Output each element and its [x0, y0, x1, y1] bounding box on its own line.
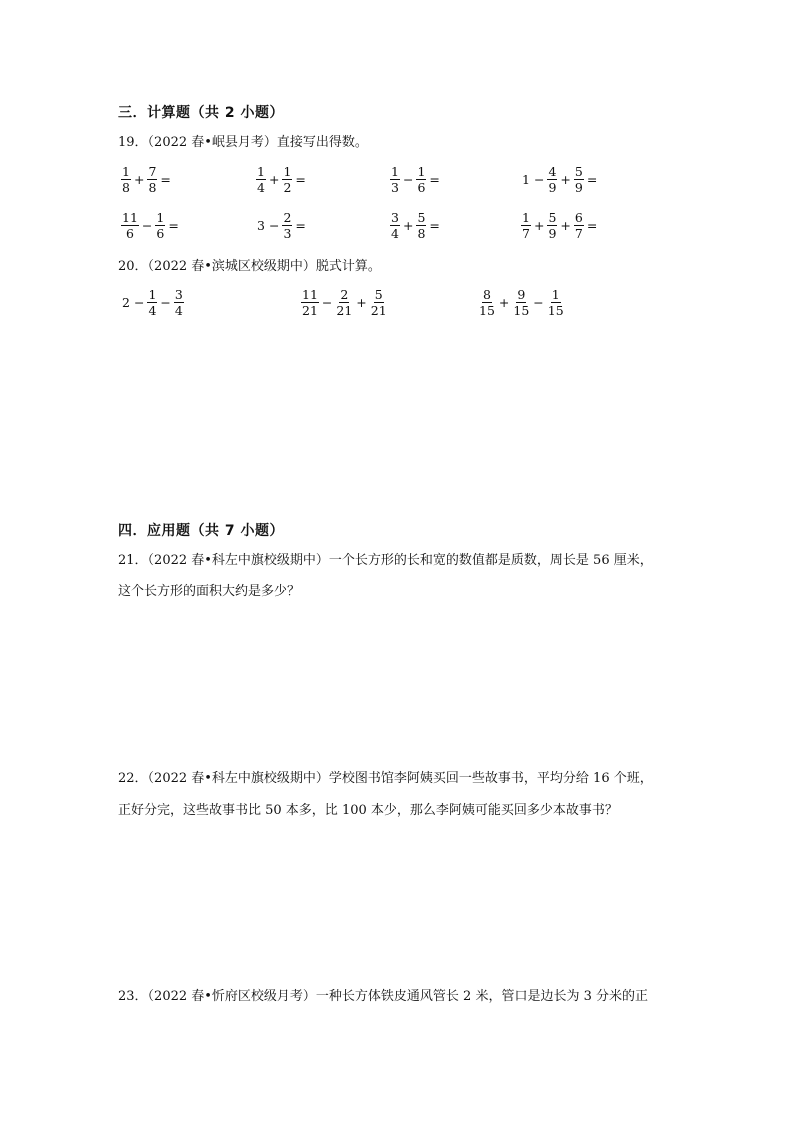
operator: =: [168, 218, 179, 233]
operator: =: [295, 172, 306, 187]
denominator: 21: [302, 303, 318, 318]
q19-expr-1-3: [389, 164, 442, 195]
fraction: [574, 164, 584, 195]
numerator: 1: [122, 164, 130, 179]
denominator: 6: [417, 180, 426, 195]
q20-expr-1: [120, 287, 185, 318]
denominator: 4: [257, 180, 265, 195]
operator: +: [402, 218, 414, 233]
fraction: [574, 210, 584, 241]
numerator: 11: [302, 287, 318, 302]
fraction: [416, 210, 426, 241]
numerator: 1: [156, 210, 165, 225]
fraction: [147, 164, 157, 195]
denominator: 3: [391, 180, 399, 195]
denominator: 7: [574, 226, 583, 241]
section-4-heading: 四．应用题（共 7 小题）: [118, 523, 284, 539]
fraction: [390, 164, 400, 195]
denominator: 6: [156, 226, 165, 241]
fraction: [155, 210, 165, 241]
denominator: 21: [336, 303, 353, 318]
numerator: 1: [551, 287, 560, 302]
fraction: [390, 210, 400, 241]
denominator: 21: [370, 303, 387, 318]
fraction: [121, 210, 139, 241]
whole-number: 1: [522, 172, 530, 187]
numerator: 4: [548, 164, 557, 179]
numerator: 5: [374, 287, 383, 302]
denominator: 8: [417, 226, 426, 241]
fraction: [174, 287, 184, 318]
question-20-intro: 20．（2022 春•滨城区校级期中）脱式计算。: [118, 259, 381, 274]
operator: +: [268, 172, 280, 187]
denominator: 4: [391, 226, 399, 241]
operator: −: [141, 218, 153, 233]
operator: +: [533, 218, 545, 233]
numerator: 5: [417, 210, 426, 225]
denominator: 4: [174, 303, 183, 318]
operator: =: [429, 172, 440, 187]
numerator: 1: [283, 164, 292, 179]
q19-expr-1-1: [120, 164, 173, 195]
operator: −: [160, 295, 171, 310]
fraction: [301, 287, 319, 318]
q19-expr-2-3: [389, 210, 442, 241]
fraction: [521, 210, 531, 241]
denominator: 6: [125, 226, 134, 241]
numerator: 1: [257, 164, 265, 179]
operator: −: [321, 295, 333, 310]
denominator: 15: [547, 303, 564, 318]
numerator: 1: [148, 287, 157, 302]
q19-expr-2-4: [520, 210, 599, 241]
denominator: 3: [283, 226, 292, 241]
whole-number: 2: [122, 295, 130, 310]
question-22-line-1: 22．（2022 春•科左中旗校级期中）学校图书馆李阿姨买回一些故事书，平均分给 16 个班，: [118, 771, 653, 786]
fraction: [547, 287, 565, 318]
numerator: 1: [522, 210, 530, 225]
fraction: [370, 287, 388, 318]
fraction: [335, 287, 353, 318]
numerator: 3: [391, 210, 399, 225]
q19-expr-1-2: [255, 164, 308, 195]
operator: +: [133, 172, 145, 187]
operator: +: [498, 295, 510, 310]
q20-expr-3: [477, 287, 566, 318]
denominator: 9: [574, 180, 583, 195]
denominator: 7: [522, 226, 530, 241]
denominator: 9: [548, 226, 557, 241]
fraction: [512, 287, 530, 318]
question-22-line-2: 正好分完，这些故事书比 50 本多，比 100 本少，那么李阿姨可能买回多少本故事书？: [118, 803, 618, 818]
operator: −: [268, 218, 280, 233]
numerator: 8: [482, 287, 491, 302]
numerator: 5: [548, 210, 557, 225]
numerator: 2: [283, 210, 292, 225]
fraction: [282, 164, 292, 195]
denominator: 9: [548, 180, 557, 195]
operator: =: [429, 218, 440, 233]
fraction: [256, 164, 266, 195]
fraction: [121, 164, 131, 195]
whole-number: 3: [257, 218, 265, 233]
denominator: 8: [148, 180, 157, 195]
numerator: 11: [122, 210, 138, 225]
question-23-line-1: 23．（2022 春•忻府区校级月考）一种长方体铁皮通风管长 2 米，管口是边长为 3 分米的正: [118, 989, 648, 1004]
q19-expr-1-4: [520, 164, 599, 195]
fraction: [547, 164, 557, 195]
q19-expr-2-1: [120, 210, 181, 241]
question-19-intro: 19．（2022 春•岷县月考）直接写出得数。: [118, 135, 368, 150]
fraction: [416, 164, 426, 195]
fraction: [282, 210, 292, 241]
operator: =: [586, 218, 598, 233]
numerator: 3: [174, 287, 183, 302]
operator: +: [560, 172, 571, 187]
numerator: 5: [574, 164, 583, 179]
q20-expr-2: [300, 287, 389, 318]
question-21-line-2: 这个长方形的面积大约是多少？: [118, 584, 301, 599]
operator: −: [533, 295, 544, 310]
question-21-line-1: 21．（2022 春•科左中旗校级期中）一个长方形的长和宽的数值都是质数，周长是 56 厘米，: [118, 553, 653, 568]
operator: +: [356, 295, 367, 310]
denominator: 2: [283, 180, 292, 195]
section-3-heading: 三．计算题（共 2 小题）: [118, 105, 284, 121]
operator: =: [295, 218, 306, 233]
denominator: 4: [148, 303, 157, 318]
numerator: 1: [391, 164, 399, 179]
denominator: 8: [122, 180, 130, 195]
operator: +: [560, 218, 571, 233]
numerator: 2: [340, 287, 349, 302]
q19-expr-2-2: [255, 210, 308, 241]
numerator: 1: [417, 164, 426, 179]
operator: −: [402, 172, 414, 187]
denominator: 15: [479, 303, 495, 318]
fraction: [478, 287, 496, 318]
numerator: 9: [517, 287, 526, 302]
numerator: 7: [148, 164, 157, 179]
fraction: [147, 287, 157, 318]
numerator: 6: [574, 210, 583, 225]
operator: −: [533, 172, 545, 187]
fraction: [547, 210, 557, 241]
operator: =: [586, 172, 598, 187]
operator: −: [133, 295, 145, 310]
operator: =: [160, 172, 171, 187]
denominator: 15: [513, 303, 530, 318]
